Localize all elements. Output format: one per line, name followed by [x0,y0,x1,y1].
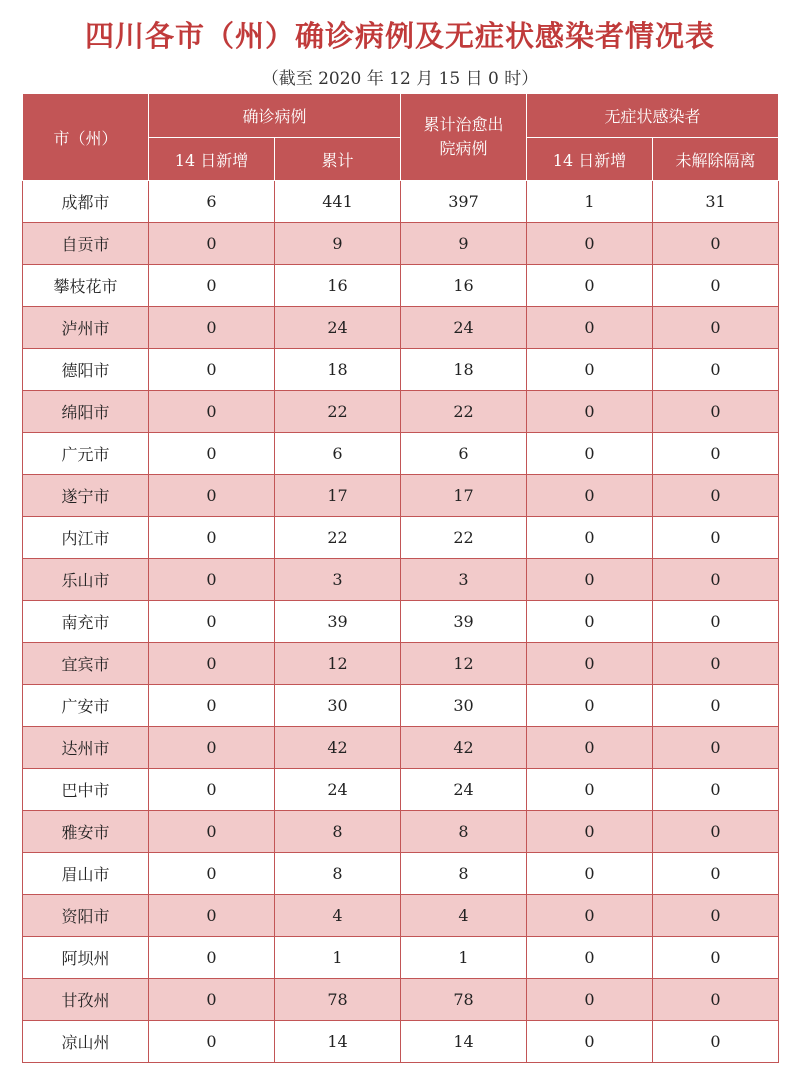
cell-confirmed-total: 39 [275,601,401,643]
cell-confirmed-total: 6 [275,433,401,475]
cell-cured: 22 [401,517,527,559]
cell-confirmed-new: 0 [149,937,275,979]
table-row [23,685,779,727]
table-row [23,559,779,601]
cell-asym-isolated: 31 [653,181,779,223]
cell-confirmed-new: 0 [149,895,275,937]
header-cured [401,94,527,181]
cell-asym-new: 0 [527,853,653,895]
cell-confirmed-new: 0 [149,517,275,559]
cell-city: 阿坝州 [23,937,149,979]
cell-confirmed-new: 0 [149,475,275,517]
cell-confirmed-total: 18 [275,349,401,391]
cell-asym-isolated: 0 [653,517,779,559]
cell-asym-isolated: 0 [653,391,779,433]
cell-asym-isolated: 0 [653,349,779,391]
cell-confirmed-total: 16 [275,265,401,307]
cell-cured: 397 [401,181,527,223]
cell-cured: 6 [401,433,527,475]
cell-asym-isolated: 0 [653,811,779,853]
cell-city: 成都市 [23,181,149,223]
cell-asym-isolated: 0 [653,265,779,307]
cell-confirmed-total: 1 [275,937,401,979]
table-row [23,979,779,1021]
cell-asym-isolated: 0 [653,643,779,685]
cell-confirmed-new: 0 [149,853,275,895]
cell-city: 攀枝花市 [23,265,149,307]
cell-cured: 14 [401,1021,527,1063]
cell-city: 南充市 [23,601,149,643]
cell-asym-new: 0 [527,475,653,517]
header-confirmed-total: 累计 [275,138,401,181]
table-row [23,853,779,895]
cell-confirmed-total: 22 [275,391,401,433]
table-row [23,769,779,811]
cell-asym-new: 0 [527,769,653,811]
table-row [23,727,779,769]
table-row [23,1021,779,1063]
cell-asym-new: 0 [527,979,653,1021]
cell-asym-new: 0 [527,265,653,307]
table-row [23,223,779,265]
cell-cured: 22 [401,391,527,433]
cell-city: 泸州市 [23,307,149,349]
table-row [23,601,779,643]
cell-city: 甘孜州 [23,979,149,1021]
cell-asym-new: 1 [527,181,653,223]
cell-asym-isolated: 0 [653,475,779,517]
cell-asym-isolated: 0 [653,223,779,265]
cell-cured: 24 [401,307,527,349]
cell-asym-new: 0 [527,517,653,559]
cell-cured: 39 [401,601,527,643]
cell-confirmed-new: 0 [149,433,275,475]
cell-confirmed-total: 8 [275,853,401,895]
cell-asym-isolated: 0 [653,979,779,1021]
cell-asym-new: 0 [527,895,653,937]
cell-confirmed-new: 0 [149,1021,275,1063]
cell-asym-isolated: 0 [653,853,779,895]
table-row [23,391,779,433]
cases-table [22,93,779,1063]
cell-asym-new: 0 [527,811,653,853]
cell-confirmed-total: 17 [275,475,401,517]
cell-cured: 3 [401,559,527,601]
cell-confirmed-new: 0 [149,559,275,601]
cell-asym-isolated: 0 [653,1021,779,1063]
cell-confirmed-total: 9 [275,223,401,265]
cell-asym-new: 0 [527,727,653,769]
table-row [23,643,779,685]
cell-asym-new: 0 [527,433,653,475]
cell-asym-new: 0 [527,643,653,685]
table-row [23,265,779,307]
cell-confirmed-new: 0 [149,643,275,685]
header-cured-line1: 累计治愈出 [423,115,504,134]
cell-asym-isolated: 0 [653,601,779,643]
header-asymptomatic: 无症状感染者 [527,94,779,138]
cell-city: 眉山市 [23,853,149,895]
header-confirmed-new: 14 日新增 [149,138,275,181]
cell-cured: 12 [401,643,527,685]
cell-cured: 17 [401,475,527,517]
header-cured-line2: 院病例 [439,139,488,158]
cell-confirmed-new: 0 [149,727,275,769]
cell-confirmed-new: 0 [149,685,275,727]
header-asym-new: 14 日新增 [527,138,653,181]
cell-cured: 78 [401,979,527,1021]
cell-confirmed-total: 24 [275,307,401,349]
cell-confirmed-total: 42 [275,727,401,769]
cell-confirmed-total: 30 [275,685,401,727]
cell-confirmed-new: 0 [149,349,275,391]
cell-asym-new: 0 [527,601,653,643]
cell-city: 遂宁市 [23,475,149,517]
cell-cured: 30 [401,685,527,727]
table-row [23,937,779,979]
cell-asym-isolated: 0 [653,307,779,349]
cell-asym-isolated: 0 [653,559,779,601]
cell-asym-new: 0 [527,223,653,265]
cell-city: 资阳市 [23,895,149,937]
cell-cured: 8 [401,853,527,895]
cell-city: 巴中市 [23,769,149,811]
cell-cured: 9 [401,223,527,265]
cell-asym-new: 0 [527,559,653,601]
header-confirmed: 确诊病例 [149,94,401,138]
cell-city: 绵阳市 [23,391,149,433]
cell-asym-new: 0 [527,937,653,979]
cell-city: 广元市 [23,433,149,475]
cell-city: 自贡市 [23,223,149,265]
cell-cured: 24 [401,769,527,811]
cell-asym-isolated: 0 [653,433,779,475]
cell-city: 凉山州 [23,1021,149,1063]
table-row [23,181,779,223]
table-row [23,349,779,391]
cell-cured: 18 [401,349,527,391]
cell-confirmed-new: 0 [149,391,275,433]
cell-city: 广安市 [23,685,149,727]
page-subtitle: （截至 2020 年 12 月 15 日 0 时） [261,69,539,89]
cell-confirmed-new: 0 [149,223,275,265]
cell-confirmed-new: 0 [149,979,275,1021]
cell-asym-new: 0 [527,1021,653,1063]
cell-confirmed-total: 3 [275,559,401,601]
page-title: 四川各市（州）确诊病例及无症状感染者情况表 [84,19,715,53]
cell-city: 内江市 [23,517,149,559]
cell-confirmed-new: 0 [149,811,275,853]
cell-asym-isolated: 0 [653,769,779,811]
cell-cured: 8 [401,811,527,853]
cell-city: 德阳市 [23,349,149,391]
cell-confirmed-total: 441 [275,181,401,223]
cell-city: 宜宾市 [23,643,149,685]
table-row [23,895,779,937]
table-row [23,475,779,517]
table-row [23,811,779,853]
cell-confirmed-new: 0 [149,307,275,349]
cell-asym-isolated: 0 [653,895,779,937]
cell-asym-isolated: 0 [653,937,779,979]
table-row [23,517,779,559]
cell-cured: 42 [401,727,527,769]
cell-confirmed-new: 0 [149,601,275,643]
cell-city: 达州市 [23,727,149,769]
header-city: 市（州） [23,94,149,181]
cell-asym-isolated: 0 [653,685,779,727]
cell-asym-new: 0 [527,391,653,433]
cell-confirmed-new: 6 [149,181,275,223]
cell-city: 乐山市 [23,559,149,601]
cell-confirmed-total: 4 [275,895,401,937]
cell-city: 雅安市 [23,811,149,853]
cell-confirmed-total: 12 [275,643,401,685]
cell-confirmed-total: 78 [275,979,401,1021]
cell-confirmed-new: 0 [149,769,275,811]
cell-confirmed-total: 8 [275,811,401,853]
cell-asym-new: 0 [527,349,653,391]
table-row [23,433,779,475]
cell-confirmed-total: 24 [275,769,401,811]
cell-cured: 1 [401,937,527,979]
cell-asym-new: 0 [527,685,653,727]
cell-asym-new: 0 [527,307,653,349]
cell-cured: 4 [401,895,527,937]
cell-confirmed-new: 0 [149,265,275,307]
table-row [23,307,779,349]
cell-confirmed-total: 22 [275,517,401,559]
cell-asym-isolated: 0 [653,727,779,769]
cell-cured: 16 [401,265,527,307]
header-asym-isolated: 未解除隔离 [653,138,779,181]
cell-confirmed-total: 14 [275,1021,401,1063]
